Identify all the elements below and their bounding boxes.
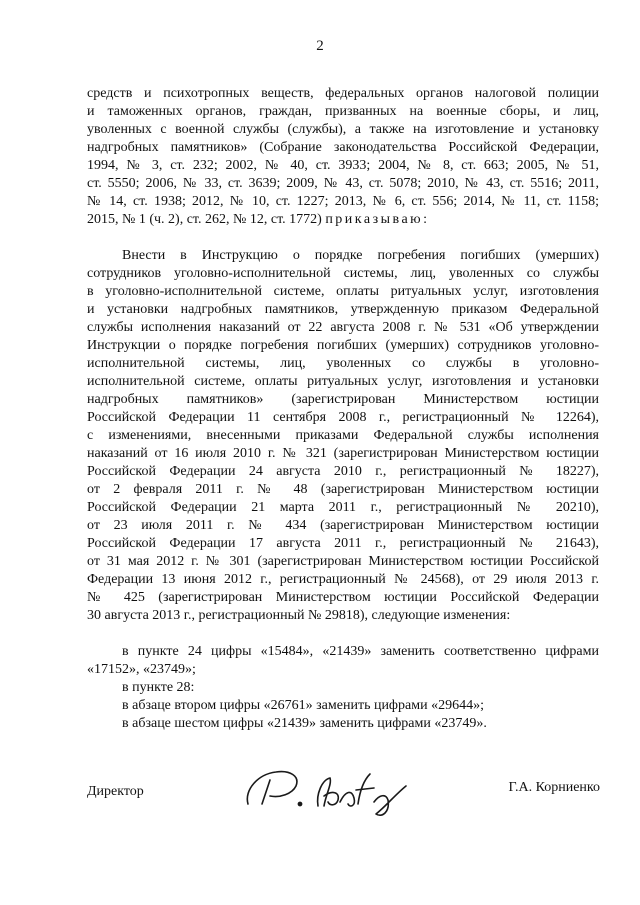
para1-line-5: 1994, № 3, ст. 232; 2002, № 40, ст. 3933; 2004, № 8, ст. 663; 2005, № 51, — [87, 158, 599, 173]
para2-line-3: в уголовно-исполнительной системе, оплаты ритуальных услуг, изготовления — [87, 284, 599, 299]
para2-line-21: 30 августа 2013 г., регистрационный № 29818), следующие изменения: — [87, 608, 511, 623]
para2-line-17: Российской Федерации 17 августа 2011 г., регистрационный № 21643), — [87, 536, 599, 551]
para2-line-5: службы исполнения наказаний от 22 августа 2008 г. № 531 «Об утверждении — [87, 320, 599, 335]
signature-block — [0, 760, 640, 830]
para2-line-19: Федерации 13 июня 2012 г., регистрационный № 24568), от 29 июля 2013 г. — [87, 572, 599, 587]
para1-line-2: и таможенных органов, граждан, призванных на военные сборы, и лиц, — [87, 104, 599, 119]
para1-last-text: 2015, № 1 (ч. 2), ст. 262, № 12, ст. 1772) — [87, 212, 322, 227]
change-item-1b: «17152», «23749»; — [87, 662, 196, 677]
para2-line-2: сотрудников уголовно-исполнительной системы, лиц, уволенных со службы — [87, 266, 599, 281]
change-item-1a: в пункте 24 цифры «15484», «21439» заменить соответственно цифрами — [122, 644, 599, 659]
para1-line-8 — [87, 212, 599, 228]
para1-line-6: ст. 5550; 2006, № 33, ст. 3639; 2009, № 43, ст. 5078; 2010, № 43, ст. 5516; 2011, — [87, 176, 599, 191]
para2-line-11: с изменениями, внесенными приказами Федеральной службы исполнения — [87, 428, 599, 443]
page-number: 2 — [316, 38, 324, 54]
para1-line-1: средств и психотропных веществ, федеральных органов налоговой полиции — [87, 86, 599, 101]
order-word: приказываю: — [325, 212, 430, 227]
signatory-title: Директор — [87, 784, 144, 799]
para1-line-3: уволенных с военной службы (службы), а также на изготовление и установку — [87, 122, 599, 137]
handwritten-signature-icon — [240, 760, 420, 820]
para2-line-12: наказаний от 16 июля 2010 г. № 321 (зарегистрирован Министерством юстиции — [87, 446, 599, 461]
para2-line-20: № 425 (зарегистрирован Министерством юстиции Российской Федерации — [87, 590, 599, 605]
para1-line-7: № 14, ст. 1938; 2012, № 10, ст. 1227; 2013, № 6, ст. 556; 2014, № 11, ст. 1158; — [87, 194, 599, 209]
para2-line-16: от 23 июля 2011 г. № 434 (зарегистрирован Министерством юстиции — [87, 518, 599, 533]
signatory-name: Г.А. Корниенко — [508, 780, 600, 795]
para2-line-1: Внести в Инструкцию о порядке погребения погибших (умерших) — [122, 248, 599, 263]
para2-line-9: надгробных памятников» (зарегистрирован Министерством юстиции — [87, 392, 599, 407]
para2-line-18: от 31 мая 2012 г. № 301 (зарегистрирован Министерством юстиции Российской — [87, 554, 599, 569]
para2-line-8: исполнительной системе, оплаты ритуальных услуг, изготовления и установки — [87, 374, 599, 389]
para2-line-15: Российской Федерации 21 марта 2011 г., регистрационный № 20210), — [87, 500, 599, 515]
para2-line-14: от 2 февраля 2011 г. № 48 (зарегистрирован Министерством юстиции — [87, 482, 599, 497]
para2-line-13: Российской Федерации 24 августа 2010 г., регистрационный № 18227), — [87, 464, 599, 479]
change-item-2: в пункте 28: — [122, 680, 195, 695]
para2-line-6: Инструкции о порядке погребения погибших (умерших) сотрудников уголовно- — [87, 338, 599, 353]
change-item-3: в абзаце втором цифры «26761» заменить цифрами «29644»; — [122, 698, 484, 713]
para1-line-4: надгробных памятников» (Собрание законодательства Российской Федерации, — [87, 140, 599, 155]
para2-line-7: исполнительной системы, лиц, уволенных со службы в уголовно- — [87, 356, 599, 371]
para2-line-4: и установки надгробных памятников, утвержденную приказом Федеральной — [87, 302, 599, 317]
para2-line-10: Российской Федерации 11 сентября 2008 г., регистрационный № 12264), — [87, 410, 599, 425]
change-item-4: в абзаце шестом цифры «21439» заменить цифрами «23749». — [122, 716, 487, 731]
